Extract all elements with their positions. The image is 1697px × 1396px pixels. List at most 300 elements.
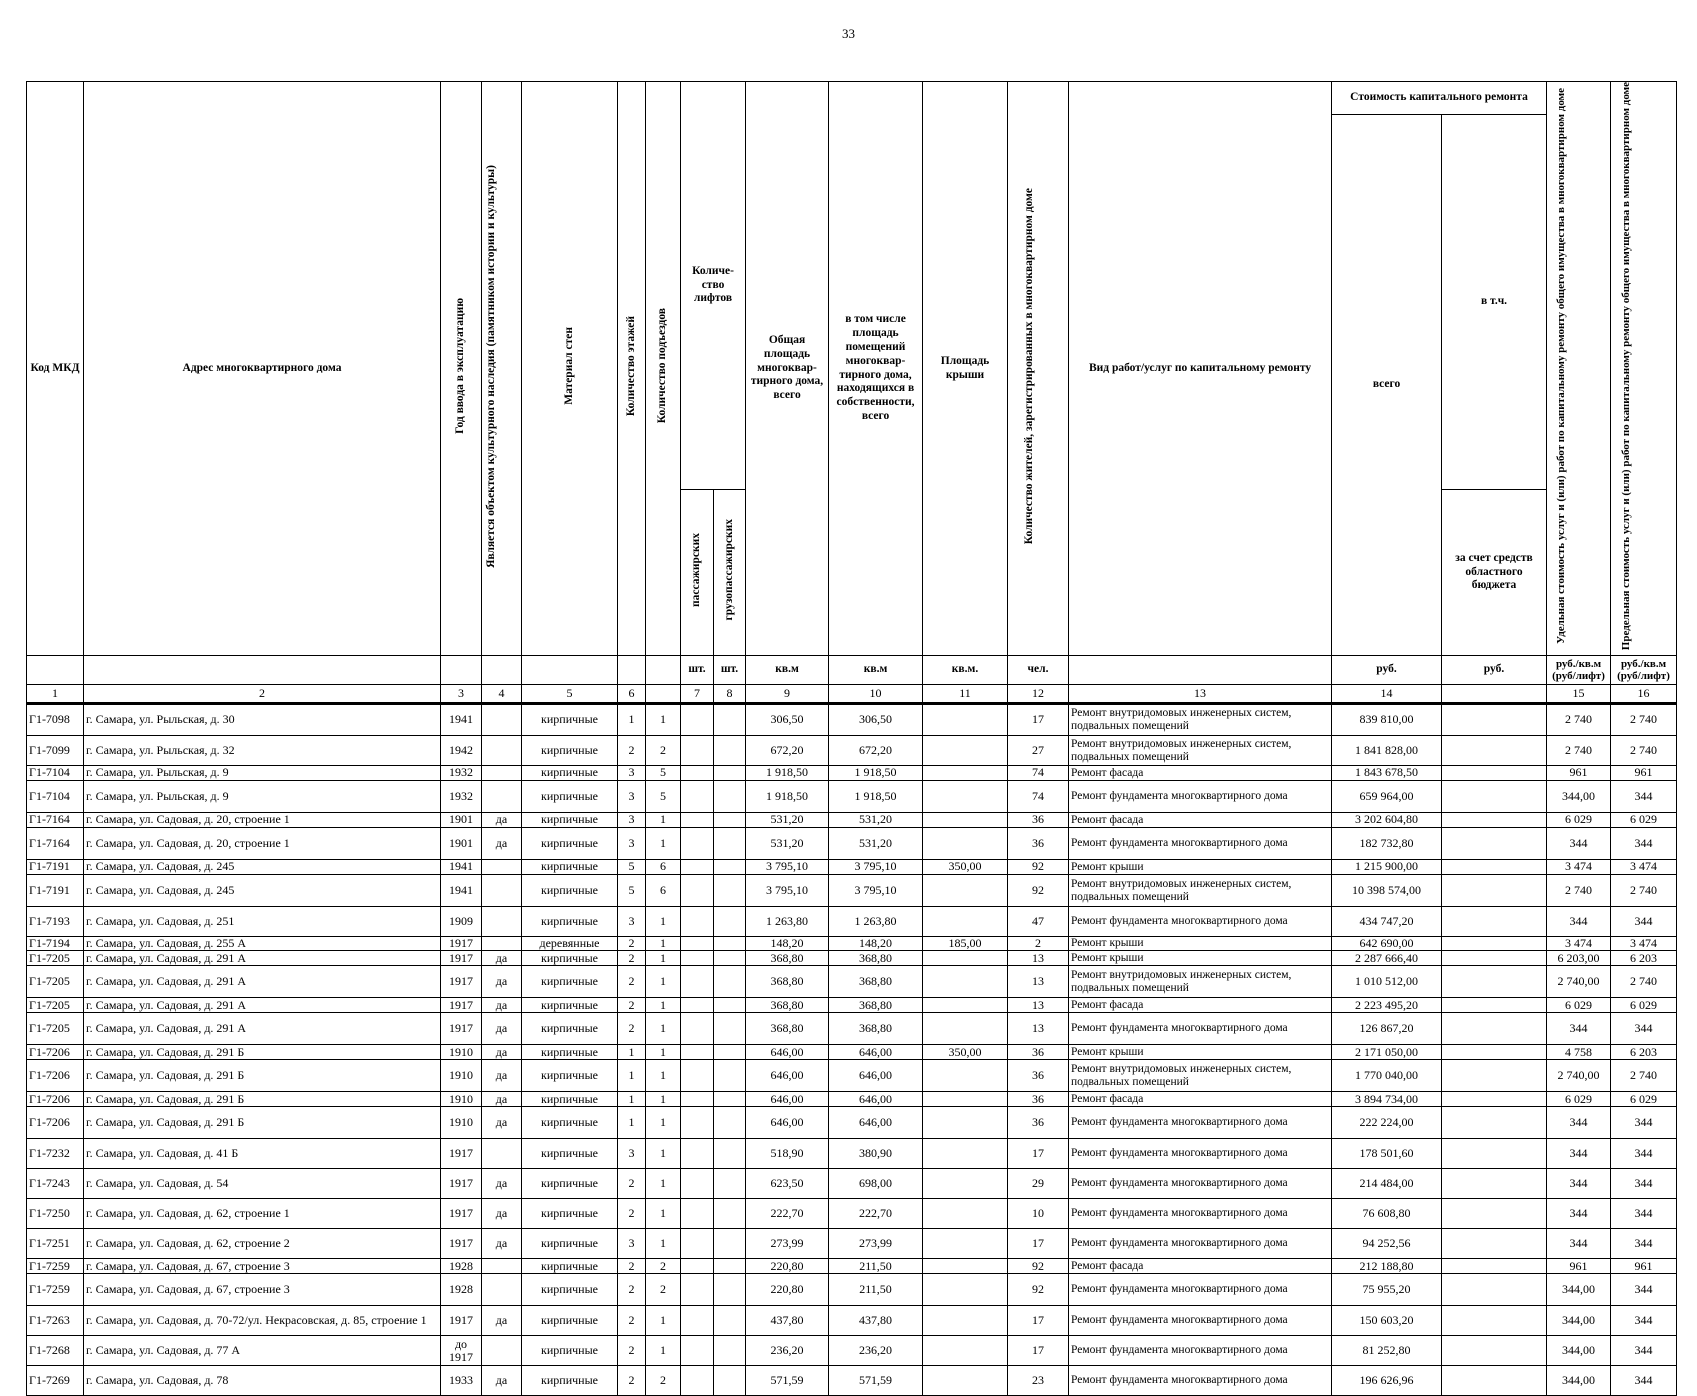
cell-unit-cost: 344 (1547, 1139, 1611, 1169)
cell-lifts-passenger (681, 766, 714, 781)
cell-material: кирпичные (522, 860, 618, 875)
cell-heritage (482, 875, 522, 907)
cell-lifts-cargo (714, 704, 746, 736)
cell-code: Г1-7206 (27, 1060, 84, 1092)
table-row (27, 1092, 1677, 1107)
cell-year: 1917 (441, 966, 482, 998)
cell-heritage (482, 1274, 522, 1306)
table-row (27, 1060, 1677, 1092)
cell-address: г. Самара, ул. Садовая, д. 245 (84, 875, 441, 907)
cell-address: г. Самара, ул. Садовая, д. 291 А (84, 966, 441, 998)
cell-residents: 92 (1008, 860, 1069, 875)
cell-max-cost: 344 (1611, 1229, 1677, 1259)
cell-owned-area: 437,80 (829, 1306, 923, 1336)
cell-owned-area: 368,80 (829, 966, 923, 998)
cell-max-cost: 344 (1611, 1139, 1677, 1169)
cell-cost-total: 10 398 574,00 (1332, 875, 1442, 907)
cell-total-area: 437,80 (746, 1306, 829, 1336)
table-row (27, 1366, 1677, 1396)
header-cost-total: всего (1332, 115, 1442, 656)
cell-material: кирпичные (522, 736, 618, 766)
cell-address: г. Самара, ул. Садовая, д. 255 А (84, 937, 441, 951)
cell-work-type: Ремонт внутридомовых инженерных систем, подвальных помещений (1069, 704, 1332, 736)
cell-heritage (482, 704, 522, 736)
cell-floors: 2 (618, 1199, 646, 1229)
cell-address: г. Самара, ул. Садовая, д. 67, строение 3 (84, 1259, 441, 1274)
cell-material: кирпичные (522, 704, 618, 736)
cell-heritage: да (482, 1107, 522, 1139)
cell-year: 1901 (441, 813, 482, 828)
cell-cost-regional (1442, 1013, 1547, 1045)
cell-material: кирпичные (522, 1045, 618, 1060)
cell-unit-cost: 344,00 (1547, 1366, 1611, 1396)
cell-max-cost: 344 (1611, 781, 1677, 813)
cell-unit-cost: 6 029 (1547, 1092, 1611, 1107)
cell-lifts-cargo (714, 998, 746, 1013)
cell-work-type: Ремонт фундамента многоквартирного дома (1069, 1336, 1332, 1366)
cell-roof-area (923, 998, 1008, 1013)
cell-residents: 92 (1008, 1259, 1069, 1274)
cell-year: 1941 (441, 875, 482, 907)
cell-floors: 2 (618, 951, 646, 966)
cell-year: 1942 (441, 736, 482, 766)
cell-address: г. Самара, ул. Рыльская, д. 9 (84, 766, 441, 781)
table-row (27, 781, 1677, 813)
cell-code: Г1-7099 (27, 736, 84, 766)
cell-material: кирпичные (522, 998, 618, 1013)
cell-address: г. Самара, ул. Рыльская, д. 9 (84, 781, 441, 813)
column-number: 8 (714, 685, 746, 704)
cell-entrances: 2 (646, 736, 681, 766)
cell-cost-regional (1442, 1107, 1547, 1139)
cell-floors: 2 (618, 1274, 646, 1306)
cell-residents: 10 (1008, 1199, 1069, 1229)
cell-entrances: 1 (646, 1060, 681, 1092)
cell-total-area: 3 795,10 (746, 875, 829, 907)
cell-roof-area (923, 1336, 1008, 1366)
cell-floors: 3 (618, 1139, 646, 1169)
unit-pcs: шт. (681, 656, 714, 685)
cell-work-type: Ремонт внутридомовых инженерных систем, подвальных помещений (1069, 966, 1332, 998)
cell-cost-total: 196 626,96 (1332, 1366, 1442, 1396)
cell-cost-total: 178 501,60 (1332, 1139, 1442, 1169)
cell-material: кирпичные (522, 1229, 618, 1259)
cell-year: 1917 (441, 998, 482, 1013)
cell-max-cost: 6 029 (1611, 1092, 1677, 1107)
column-number: 9 (746, 685, 829, 704)
cell-roof-area (923, 781, 1008, 813)
header-code: Код МКД (27, 82, 84, 656)
cell-residents: 74 (1008, 766, 1069, 781)
cell-address: г. Самара, ул. Садовая, д. 41 Б (84, 1139, 441, 1169)
cell-heritage: да (482, 1199, 522, 1229)
cell-roof-area (923, 1306, 1008, 1336)
cell-owned-area: 1 918,50 (829, 766, 923, 781)
cell-year: 1932 (441, 766, 482, 781)
cell-work-type: Ремонт фасада (1069, 1092, 1332, 1107)
cell-lifts-passenger (681, 736, 714, 766)
cell-residents: 27 (1008, 736, 1069, 766)
cell-residents: 13 (1008, 966, 1069, 998)
column-number: 7 (681, 685, 714, 704)
cell-work-type: Ремонт крыши (1069, 951, 1332, 966)
header-year: Год ввода в эксплуатацию (454, 298, 467, 435)
table-body (27, 704, 1677, 1396)
cell-max-cost: 3 474 (1611, 860, 1677, 875)
cell-lifts-passenger (681, 781, 714, 813)
cell-code: Г1-7104 (27, 781, 84, 813)
cell-entrances: 1 (646, 1336, 681, 1366)
cell-lifts-passenger (681, 860, 714, 875)
cell-total-area: 1 263,80 (746, 907, 829, 937)
cell-unit-cost: 2 740 (1547, 704, 1611, 736)
cell-roof-area (923, 828, 1008, 860)
cell-lifts-passenger (681, 1107, 714, 1139)
cell-lifts-cargo (714, 1107, 746, 1139)
cell-cost-regional (1442, 781, 1547, 813)
cell-heritage (482, 937, 522, 951)
cell-lifts-cargo (714, 1013, 746, 1045)
cell-cost-regional (1442, 951, 1547, 966)
cell-work-type: Ремонт фундамента многоквартирного дома (1069, 781, 1332, 813)
cell-code: Г1-7205 (27, 951, 84, 966)
cell-address: г. Самара, ул. Садовая, д. 20, строение 1 (84, 813, 441, 828)
cell-cost-regional (1442, 1060, 1547, 1092)
cell-lifts-passenger (681, 951, 714, 966)
cell-total-area: 368,80 (746, 951, 829, 966)
cell-material: кирпичные (522, 1013, 618, 1045)
cell-lifts-passenger (681, 1306, 714, 1336)
cell-entrances: 1 (646, 951, 681, 966)
cell-roof-area (923, 1107, 1008, 1139)
cell-total-area: 623,50 (746, 1169, 829, 1199)
cell-year: 1917 (441, 1306, 482, 1336)
table-row (27, 1199, 1677, 1229)
cell-work-type: Ремонт фундамента многоквартирного дома (1069, 907, 1332, 937)
cell-year: 1909 (441, 907, 482, 937)
cell-floors: 1 (618, 1045, 646, 1060)
header-roof-area: Площадь крыши (923, 82, 1008, 656)
cell-code: Г1-7206 (27, 1092, 84, 1107)
cell-floors: 3 (618, 1229, 646, 1259)
cell-residents: 36 (1008, 1092, 1069, 1107)
cell-lifts-passenger (681, 704, 714, 736)
cell-cost-regional (1442, 704, 1547, 736)
column-number: 6 (618, 685, 646, 704)
cell-residents: 17 (1008, 1229, 1069, 1259)
cell-owned-area: 646,00 (829, 1060, 923, 1092)
cell-material: кирпичные (522, 1107, 618, 1139)
cell-residents: 2 (1008, 937, 1069, 951)
cell-heritage: да (482, 1092, 522, 1107)
cell-work-type: Ремонт внутридомовых инженерных систем, подвальных помещений (1069, 1060, 1332, 1092)
cell-code: Г1-7263 (27, 1306, 84, 1336)
cell-max-cost: 2 740 (1611, 1060, 1677, 1092)
header-address: Адрес многоквартирного дома (84, 82, 441, 656)
table-row (27, 951, 1677, 966)
table-row (27, 937, 1677, 951)
table-row (27, 1107, 1677, 1139)
cell-owned-area: 3 795,10 (829, 860, 923, 875)
cell-total-area: 1 918,50 (746, 766, 829, 781)
cell-lifts-passenger (681, 828, 714, 860)
cell-floors: 1 (618, 704, 646, 736)
table-row (27, 1229, 1677, 1259)
cell-total-area: 220,80 (746, 1274, 829, 1306)
cell-cost-regional (1442, 736, 1547, 766)
cell-unit-cost: 2 740,00 (1547, 966, 1611, 998)
cell-total-area: 220,80 (746, 1259, 829, 1274)
cell-roof-area (923, 1229, 1008, 1259)
cell-address: г. Самара, ул. Садовая, д. 291 А (84, 951, 441, 966)
cell-lifts-cargo (714, 1169, 746, 1199)
cell-lifts-cargo (714, 1306, 746, 1336)
table-row (27, 907, 1677, 937)
cell-cost-total: 94 252,56 (1332, 1229, 1442, 1259)
cell-cost-total: 150 603,20 (1332, 1306, 1442, 1336)
cell-code: Г1-7250 (27, 1199, 84, 1229)
cell-residents: 36 (1008, 828, 1069, 860)
cell-code: Г1-7098 (27, 704, 84, 736)
cell-cost-total: 642 690,00 (1332, 937, 1442, 951)
cell-max-cost: 344 (1611, 907, 1677, 937)
cell-heritage: да (482, 998, 522, 1013)
header-max-cost: Предельная стоимость услуг и (или) работ по капитальному ремонту общего имущества в многоквартирном доме (1619, 82, 1632, 651)
cell-roof-area (923, 813, 1008, 828)
table-row (27, 766, 1677, 781)
table-row (27, 1045, 1677, 1060)
cell-address: г. Самара, ул. Садовая, д. 291 А (84, 998, 441, 1013)
cell-lifts-passenger (681, 1366, 714, 1396)
cell-year: 1941 (441, 704, 482, 736)
cell-total-area: 273,99 (746, 1229, 829, 1259)
cell-work-type: Ремонт крыши (1069, 1045, 1332, 1060)
column-number: 10 (829, 685, 923, 704)
unit-rub: руб. (1442, 656, 1547, 685)
cell-lifts-passenger (681, 1013, 714, 1045)
cell-owned-area: 368,80 (829, 1013, 923, 1045)
table-row (27, 1336, 1677, 1366)
cell-cost-total: 212 188,80 (1332, 1259, 1442, 1274)
cell-owned-area: 222,70 (829, 1199, 923, 1229)
cell-entrances: 1 (646, 937, 681, 951)
cell-owned-area: 698,00 (829, 1169, 923, 1199)
cell-cost-regional (1442, 1274, 1547, 1306)
cell-address: г. Самара, ул. Садовая, д. 245 (84, 860, 441, 875)
header-floors: Количество этажей (624, 316, 637, 417)
header-material: Материал стен (562, 327, 575, 405)
cell-lifts-cargo (714, 1060, 746, 1092)
cell-owned-area: 672,20 (829, 736, 923, 766)
cell-address: г. Самара, ул. Садовая, д. 291 Б (84, 1092, 441, 1107)
cell-roof-area (923, 736, 1008, 766)
cell-year: 1910 (441, 1107, 482, 1139)
header-incl: в т.ч. (1442, 115, 1547, 490)
cell-code: Г1-7259 (27, 1274, 84, 1306)
cell-address: г. Самара, ул. Садовая, д. 78 (84, 1366, 441, 1396)
cell-code: Г1-7104 (27, 766, 84, 781)
cell-lifts-cargo (714, 875, 746, 907)
cell-work-type: Ремонт крыши (1069, 860, 1332, 875)
cell-roof-area (923, 1169, 1008, 1199)
cell-material: кирпичные (522, 813, 618, 828)
column-number: 5 (522, 685, 618, 704)
cell-lifts-cargo (714, 828, 746, 860)
cell-roof-area (923, 1060, 1008, 1092)
cell-max-cost: 6 029 (1611, 813, 1677, 828)
cell-floors: 3 (618, 907, 646, 937)
cell-work-type: Ремонт фундамента многоквартирного дома (1069, 1199, 1332, 1229)
header-lifts: Количе-ство лифтов (681, 82, 746, 490)
cell-roof-area (923, 704, 1008, 736)
cell-heritage: да (482, 1306, 522, 1336)
cell-year: 1917 (441, 937, 482, 951)
cell-total-area: 368,80 (746, 966, 829, 998)
cell-address: г. Самара, ул. Садовая, д. 291 Б (84, 1045, 441, 1060)
cell-floors: 2 (618, 937, 646, 951)
cell-year: 1928 (441, 1274, 482, 1306)
cell-max-cost: 344 (1611, 1274, 1677, 1306)
column-number: 2 (84, 685, 441, 704)
cell-address: г. Самара, ул. Садовая, д. 54 (84, 1169, 441, 1199)
cell-max-cost: 344 (1611, 1013, 1677, 1045)
cell-cost-total: 434 747,20 (1332, 907, 1442, 937)
cell-unit-cost: 961 (1547, 766, 1611, 781)
cell-work-type: Ремонт фундамента многоквартирного дома (1069, 1306, 1332, 1336)
cell-max-cost: 2 740 (1611, 875, 1677, 907)
cell-cost-regional (1442, 1259, 1547, 1274)
cell-total-area: 531,20 (746, 828, 829, 860)
cell-address: г. Самара, ул. Рыльская, д. 32 (84, 736, 441, 766)
column-number (646, 685, 681, 704)
cell-max-cost: 6 203 (1611, 951, 1677, 966)
column-number: 12 (1008, 685, 1069, 704)
unit-sqm: кв.м (746, 656, 829, 685)
cell-lifts-cargo (714, 1229, 746, 1259)
cell-lifts-passenger (681, 937, 714, 951)
table-row (27, 813, 1677, 828)
cell-cost-total: 2 287 666,40 (1332, 951, 1442, 966)
cell-lifts-passenger (681, 813, 714, 828)
cell-total-area: 236,20 (746, 1336, 829, 1366)
cell-lifts-cargo (714, 1259, 746, 1274)
cell-cost-regional (1442, 907, 1547, 937)
cell-cost-regional (1442, 1229, 1547, 1259)
cell-owned-area: 236,20 (829, 1336, 923, 1366)
cell-residents: 13 (1008, 998, 1069, 1013)
cell-max-cost: 344 (1611, 1107, 1677, 1139)
cell-owned-area: 646,00 (829, 1045, 923, 1060)
cell-entrances: 1 (646, 907, 681, 937)
cell-entrances: 6 (646, 875, 681, 907)
cell-work-type: Ремонт фасада (1069, 813, 1332, 828)
header-heritage: Является объектом культурного наследия (памятником истории и культуры) (484, 164, 497, 568)
header-total-area: Общая площадь многоквар-тирного дома, всего (746, 82, 829, 656)
cell-year: 1917 (441, 1199, 482, 1229)
table-row (27, 998, 1677, 1013)
cell-cost-total: 182 732,80 (1332, 828, 1442, 860)
cell-max-cost: 2 740 (1611, 966, 1677, 998)
cell-material: кирпичные (522, 875, 618, 907)
cell-max-cost: 961 (1611, 766, 1677, 781)
header-work-type: Вид работ/услуг по капитальному ремонту (1069, 82, 1332, 656)
cell-material: кирпичные (522, 1060, 618, 1092)
cell-roof-area (923, 1092, 1008, 1107)
cell-roof-area: 350,00 (923, 1045, 1008, 1060)
cell-roof-area (923, 1139, 1008, 1169)
cell-total-area: 571,59 (746, 1366, 829, 1396)
cell-owned-area: 380,90 (829, 1139, 923, 1169)
cell-max-cost: 344 (1611, 1336, 1677, 1366)
cell-heritage (482, 781, 522, 813)
cell-roof-area (923, 1274, 1008, 1306)
cell-material: кирпичные (522, 781, 618, 813)
cell-heritage: да (482, 966, 522, 998)
cell-lifts-cargo (714, 1045, 746, 1060)
cell-material: кирпичные (522, 1199, 618, 1229)
cell-residents: 13 (1008, 1013, 1069, 1045)
cell-max-cost: 344 (1611, 1306, 1677, 1336)
cell-lifts-cargo (714, 813, 746, 828)
cell-heritage: да (482, 813, 522, 828)
cell-heritage (482, 736, 522, 766)
cell-total-area: 646,00 (746, 1092, 829, 1107)
cell-heritage (482, 1259, 522, 1274)
cell-work-type: Ремонт внутридомовых инженерных систем, подвальных помещений (1069, 736, 1332, 766)
cell-residents: 17 (1008, 704, 1069, 736)
cell-material: кирпичные (522, 1336, 618, 1366)
cell-address: г. Самара, ул. Садовая, д. 67, строение 3 (84, 1274, 441, 1306)
header-owned-area: в том числе площадь помещений многоквар-тирного дома, находящихся в собственности, всего (829, 82, 923, 656)
cell-max-cost: 3 474 (1611, 937, 1677, 951)
cell-entrances: 1 (646, 828, 681, 860)
cell-cost-total: 3 894 734,00 (1332, 1092, 1442, 1107)
cell-cost-total: 839 810,00 (1332, 704, 1442, 736)
table-row (27, 860, 1677, 875)
cell-lifts-cargo (714, 766, 746, 781)
cell-lifts-cargo (714, 736, 746, 766)
column-number: 15 (1547, 685, 1611, 704)
cell-cost-total: 222 224,00 (1332, 1107, 1442, 1139)
cell-total-area: 3 795,10 (746, 860, 829, 875)
header-residents: Количество жителей, зарегистрированных в многоквартирном доме (1023, 187, 1036, 545)
cell-residents: 36 (1008, 1045, 1069, 1060)
unit-rate: руб./кв.м (руб/лифт) (1611, 656, 1677, 685)
cell-entrances: 1 (646, 1306, 681, 1336)
table-row (27, 704, 1677, 736)
page-number: 33 (842, 26, 855, 41)
cell-unit-cost: 344,00 (1547, 1336, 1611, 1366)
cell-year: 1928 (441, 1259, 482, 1274)
cell-material: кирпичные (522, 1366, 618, 1396)
cell-lifts-cargo (714, 1139, 746, 1169)
cell-unit-cost: 4 758 (1547, 1045, 1611, 1060)
cell-work-type: Ремонт фундамента многоквартирного дома (1069, 1013, 1332, 1045)
cell-residents: 29 (1008, 1169, 1069, 1199)
cell-work-type: Ремонт крыши (1069, 937, 1332, 951)
cell-address: г. Самара, ул. Садовая, д. 70-72/ул. Некрасовская, д. 85, строение 1 (84, 1306, 441, 1336)
cell-cost-total: 214 484,00 (1332, 1169, 1442, 1199)
cell-year: 1910 (441, 1060, 482, 1092)
cell-code: Г1-7251 (27, 1229, 84, 1259)
cell-entrances: 2 (646, 1259, 681, 1274)
cell-lifts-passenger (681, 966, 714, 998)
cell-max-cost: 344 (1611, 1169, 1677, 1199)
cell-unit-cost: 344,00 (1547, 781, 1611, 813)
cell-material: кирпичные (522, 1169, 618, 1199)
cell-year: 1941 (441, 860, 482, 875)
cell-cost-regional (1442, 966, 1547, 998)
